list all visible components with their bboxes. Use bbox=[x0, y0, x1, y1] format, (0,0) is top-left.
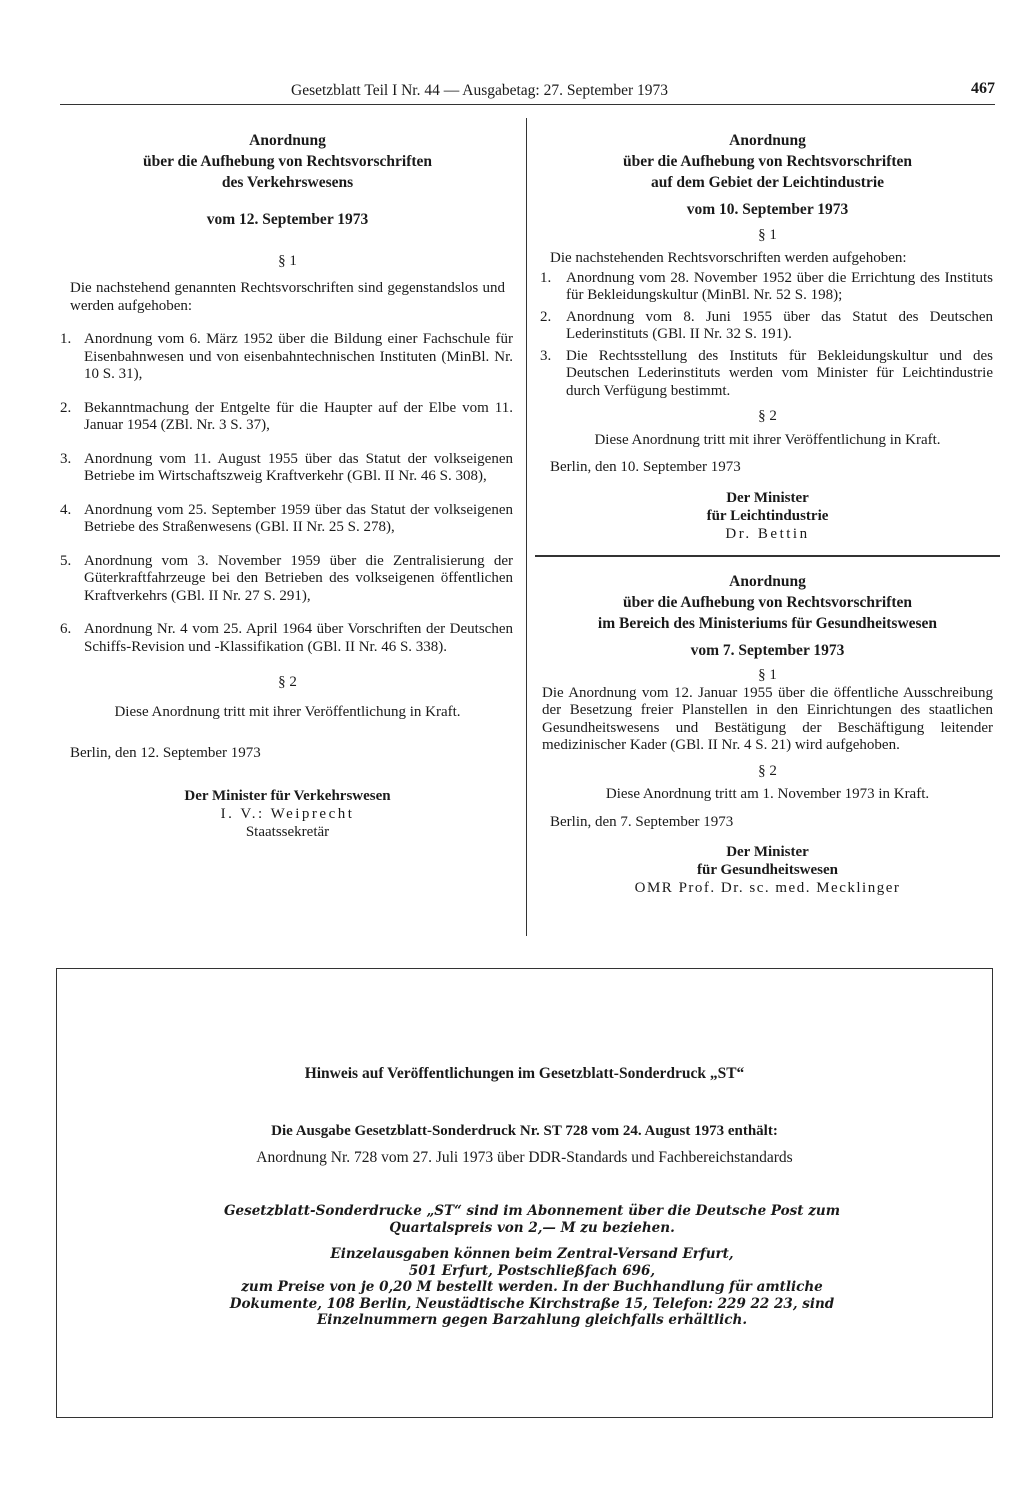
notice-subtitle: Die Ausgabe Gesetzblatt-Sonderdruck Nr. ST 728 vom 24. August 1973 enthält: bbox=[271, 1123, 778, 1139]
signature-title-line: Der Minister bbox=[726, 844, 809, 860]
title-line: Anordnung bbox=[729, 572, 806, 590]
info-line: Dokumente, 108 Berlin, Neustädtische Kirchstraße 15, Telefon: 229 22 23, sind bbox=[229, 1295, 835, 1312]
intro-text: Die nachstehenden Rechtsvorschriften werden aufgehoben: bbox=[550, 250, 907, 266]
item-text: Anordnung vom 11. August 1955 über das Statut der volkseigenen Betriebe im Wirtschaftszweig Kraftverkehr (GBl. II Nr. 46 S. 308), bbox=[84, 450, 513, 484]
ordinance-title-light-industry bbox=[540, 130, 995, 193]
place-date: Berlin, den 12. September 1973 bbox=[70, 745, 261, 761]
header-rule bbox=[60, 104, 995, 105]
list-item bbox=[540, 270, 995, 305]
signature-title bbox=[540, 489, 995, 525]
section-sign-1: § 1 bbox=[758, 226, 777, 243]
section-sign-2: § 2 bbox=[758, 762, 777, 779]
notice-title: Hinweis auf Veröffentlichungen im Gesetzblatt-Sonderdruck „ST“ bbox=[304, 1065, 745, 1082]
list-item bbox=[60, 400, 515, 435]
signature-name: OMR Prof. Dr. sc. med. Mecklinger bbox=[634, 880, 901, 896]
place-date: Berlin, den 10. September 1973 bbox=[550, 459, 741, 475]
item-text: Anordnung vom 28. November 1952 über die Errichtung des Instituts für Bekleidungskultur (MinBl. Nr. 52 S. 198); bbox=[566, 269, 993, 303]
item-number: 6. bbox=[60, 621, 72, 637]
signature-title bbox=[540, 843, 995, 879]
item-text: Anordnung vom 6. März 1952 über die Bildung einer Fachschule für Eisenbahnwesen und von eisenbahntechnischen Instituten (MinBl. Nr. 10 S. 31), bbox=[84, 331, 513, 382]
effective-clause: Diese Anordnung tritt mit ihrer Veröffentlichung in Kraft. bbox=[594, 431, 941, 448]
notice-box bbox=[56, 968, 993, 1418]
list-item bbox=[60, 331, 515, 384]
right-column bbox=[540, 120, 995, 897]
info-line: Einzelausgaben können beim Zentral-Versand Erfurt, bbox=[330, 1246, 734, 1262]
signature-role: Staatssekretär bbox=[245, 823, 330, 840]
title-line: auf dem Gebiet der Leichtindustrie bbox=[650, 174, 885, 191]
item-text: Anordnung vom 3. November 1959 über die Zentralisierung der Güterkraftfahrzeuge bei den Betrieben des volkseigenen öffentlichen Kraftverkehrs (GBl. II Nr. 27 S. 291), bbox=[84, 552, 513, 604]
info-line: 501 Erfurt, Postschließfach 696, bbox=[408, 1262, 656, 1279]
section-sign-1: § 1 bbox=[278, 252, 297, 269]
title-line: Anordnung bbox=[249, 132, 326, 149]
item-text: Anordnung vom 25. September 1959 über das Statut der volkseigenen Betriebe des Straßenwesens (GBl. II Nr. 25 S. 278), bbox=[84, 501, 513, 535]
title-line: über die Aufhebung von Rechtsvorschriften bbox=[622, 593, 913, 611]
section-rule bbox=[535, 555, 1000, 557]
item-text: Anordnung vom 8. Juni 1955 über das Statut des Deutschen Lederinstituts (GBl. II Nr. 32 S. 191). bbox=[566, 308, 993, 342]
list-item bbox=[540, 348, 995, 401]
item-number: 1. bbox=[60, 331, 72, 347]
effective-clause: Diese Anordnung tritt am 1. November 1973 in Kraft. bbox=[605, 786, 930, 802]
item-number: 3. bbox=[540, 347, 552, 364]
section-sign-1: § 1 bbox=[758, 667, 777, 683]
info-line: Einzelnummern gegen Barzahlung gleichfalls erhältlich. bbox=[316, 1312, 748, 1328]
item-number: 1. bbox=[540, 269, 552, 286]
page-number: 467 bbox=[971, 80, 995, 97]
item-number: 5. bbox=[60, 552, 72, 569]
intro-text: Die nachstehend genannten Rechtsvorschriften sind gegenstandslos und werden aufgehoben: bbox=[70, 280, 505, 314]
info-line: Quartalspreis von 2,— M zu beziehen. bbox=[389, 1219, 675, 1236]
title-line: über die Aufhebung von Rechtsvorschriften bbox=[622, 153, 913, 170]
item-text: Die Rechtsstellung des Instituts für Bekleidungskultur und des Deutschen Lederinstituts werden vom Minister für Leichtindustrie durch Verfügung bestimmt. bbox=[566, 347, 993, 399]
ordinance-date: vom 7. September 1973 bbox=[690, 641, 845, 659]
column-divider bbox=[526, 118, 527, 936]
item-text: Anordnung Nr. 4 vom 25. April 1964 über Vorschriften der Deutschen Schiffs-Revision und -Klassifikation (GBl. II Nr. 46 S. 338). bbox=[84, 621, 513, 655]
item-number: 2. bbox=[540, 308, 552, 325]
list-item bbox=[60, 621, 515, 656]
ordinance-date: vom 10. September 1973 bbox=[686, 201, 849, 218]
repealed-list bbox=[540, 270, 995, 401]
ordinance-light-industry bbox=[540, 130, 995, 543]
info-line: Gesetzblatt-Sonderdrucke „ST“ sind im Abonnement über die Deutsche Post zum bbox=[223, 1203, 840, 1219]
signature-title-line: für Leichtindustrie bbox=[706, 507, 829, 524]
item-number: 4. bbox=[60, 501, 72, 518]
signature-title: Der Minister für Verkehrswesen bbox=[184, 787, 391, 804]
notice-content: Anordnung Nr. 728 vom 27. Juli 1973 über DDR-Standards und Fachbereichstandards bbox=[256, 1149, 793, 1166]
item-number: 2. bbox=[60, 399, 72, 416]
signature-title-line: Der Minister bbox=[726, 489, 809, 506]
title-line: über die Aufhebung von Rechtsvorschriften bbox=[142, 153, 433, 170]
left-column bbox=[60, 120, 515, 841]
signature-title-line: für Gesundheitswesen bbox=[697, 862, 838, 878]
list-item bbox=[540, 309, 995, 344]
ordinance-date: vom 12. September 1973 bbox=[206, 211, 369, 228]
list-item bbox=[60, 553, 515, 606]
header-title: Gesetzblatt Teil I Nr. 44 — Ausgabetag: 27. September 1973 bbox=[291, 82, 669, 99]
title-line: des Verkehrswesens bbox=[221, 174, 354, 191]
title-line: im Bereich des Ministeriums für Gesundheitswesen bbox=[597, 614, 938, 632]
repealed-list bbox=[60, 331, 515, 656]
section-sign-2: § 2 bbox=[278, 674, 297, 690]
list-item bbox=[60, 451, 515, 486]
ordinance-title-health bbox=[540, 571, 995, 634]
signature-name: Dr. Bettin bbox=[725, 525, 810, 542]
item-text: Bekanntmachung der Entgelte für die Haupter auf der Elbe vom 11. Januar 1954 (ZBl. Nr. 3 S. 37), bbox=[84, 399, 513, 433]
section-sign-2: § 2 bbox=[758, 408, 777, 424]
place-date: Berlin, den 7. September 1973 bbox=[550, 813, 734, 830]
ordinance-title-traffic bbox=[60, 130, 515, 193]
title-line: Anordnung bbox=[729, 132, 806, 149]
ordinance-health bbox=[540, 571, 995, 898]
effective-clause: Diese Anordnung tritt mit ihrer Veröffentlichung in Kraft. bbox=[114, 703, 461, 720]
section-1-text: Die Anordnung vom 12. Januar 1955 über die öffentliche Ausschreibung der Besetzung freier Planstellen in den Einrichtungen des staatlichen Gesundheitswesens und Bestätigung der Beschäftigung leitender medizinischer Kader (GBl. II Nr. 4 S. 21) wird aufgehoben. bbox=[542, 684, 993, 753]
page-header bbox=[60, 80, 995, 104]
notice-subscription-info bbox=[207, 1203, 857, 1329]
signature-name: I. V.: Weiprecht bbox=[220, 805, 355, 822]
list-item bbox=[60, 502, 515, 537]
info-line: zum Preise von je 0,20 M bestellt werden. In der Buchhandlung für amtliche bbox=[241, 1279, 823, 1295]
item-number: 3. bbox=[60, 450, 72, 467]
